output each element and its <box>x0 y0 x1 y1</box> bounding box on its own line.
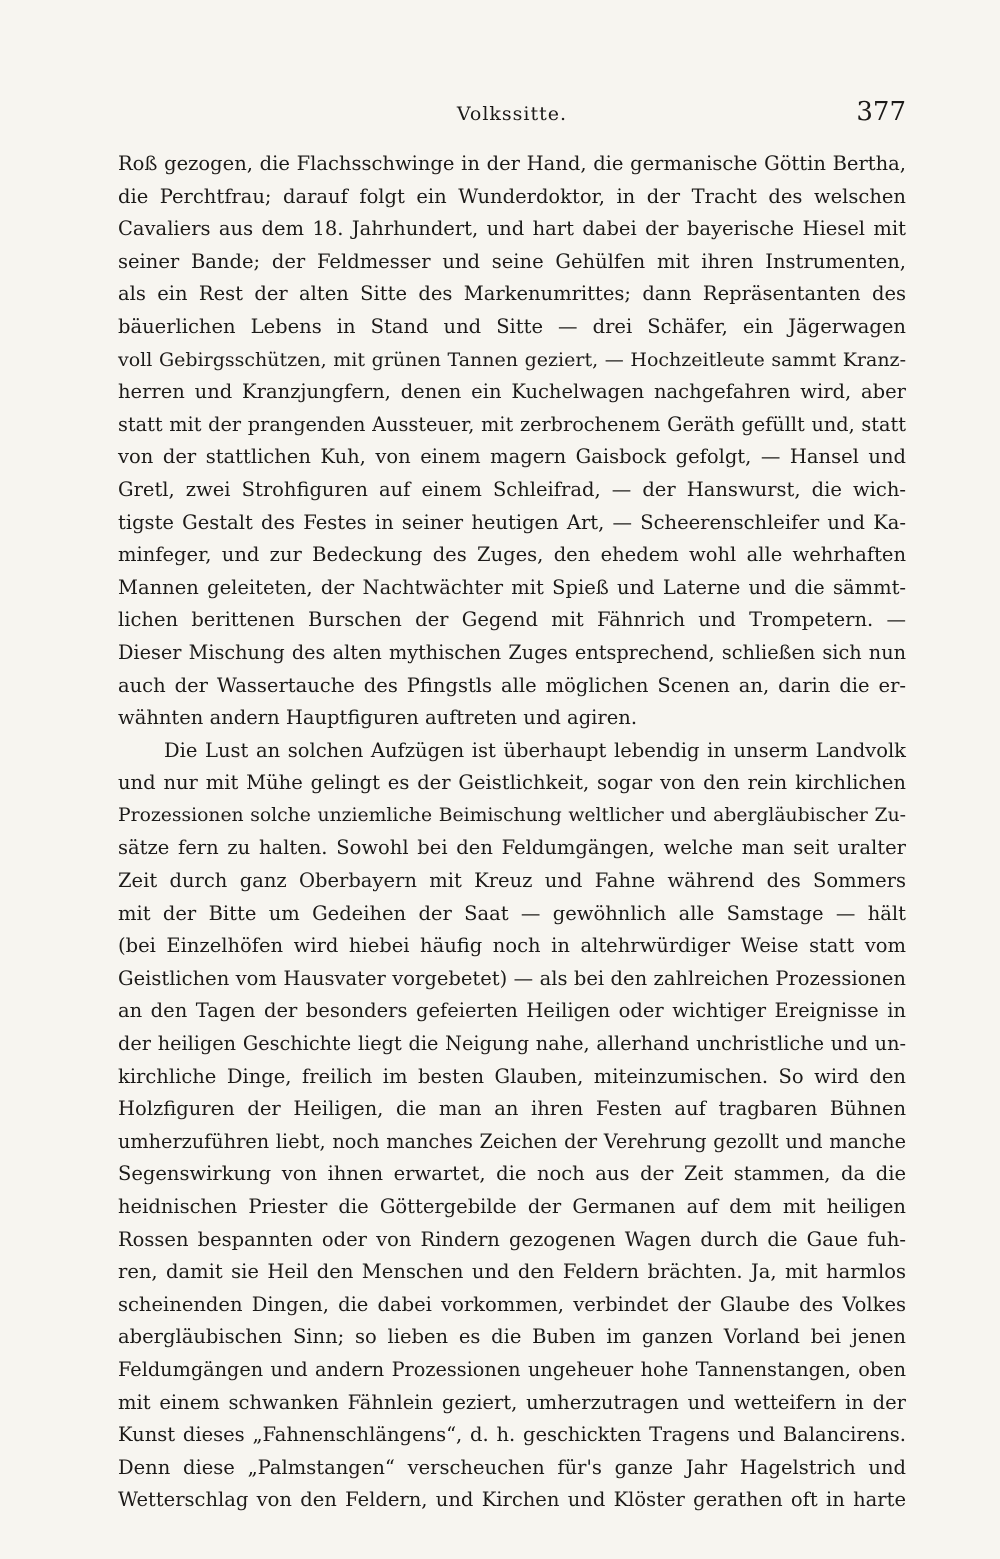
text-line: Prozessionen solche unziemliche Beimischung weltlicher und abergläubischer Zu- <box>118 804 906 826</box>
text-line: die Perchtfrau; darauf folgt ein Wunderdoktor, in der Tracht des welschen <box>118 184 906 208</box>
text-line: Kunst dieses „Fahnenschlängens“, d. h. geschickten Tragens und Balancirens. <box>118 1423 906 1447</box>
text-line: auch der Wassertauche des Pfingstls alle möglichen Scenen an, darin die er- <box>118 673 906 697</box>
text-line: Cavaliers aus dem 18. Jahrhundert, und hart dabei der bayerische Hiesel mit <box>118 217 906 241</box>
body-text <box>118 148 906 1517</box>
text-line: statt mit der prangenden Aussteuer, mit zerbrochenem Geräth gefüllt und, statt <box>118 412 906 436</box>
text-line: Geistlichen vom Hausvater vorgebetet) — als bei den zahlreichen Prozessionen <box>118 966 906 990</box>
paragraph-1 <box>118 148 906 735</box>
text-line: umherzuführen liebt, noch manches Zeichen der Verehrung gezollt und manche <box>118 1129 906 1153</box>
text-line: von der stattlichen Kuh, von einem magern Gaisbock gefolgt, — Hansel und <box>118 445 906 469</box>
text-line: tigste Gestalt des Festes in seiner heutigen Art, — Scheerenschleifer und Ka- <box>118 510 906 534</box>
text-line: als ein Rest der alten Sitte des Markenumrittes; dann Repräsentanten des <box>118 282 906 306</box>
text-line: minfeger, und zur Bedeckung des Zuges, den ehedem wohl alle wehrhaften <box>118 543 906 567</box>
text-line: voll Gebirgsschützen, mit grünen Tannen geziert, — Hochzeitleute sammt Kranz- <box>118 348 906 371</box>
text-line: ren, damit sie Heil den Menschen und den Feldern brächten. Ja, mit harmlos <box>118 1260 906 1284</box>
text-line: sätze fern zu halten. Sowohl bei den Feldumgängen, welche man seit uralter <box>118 836 906 860</box>
text-line: herren und Kranzjungfern, denen ein Kuchelwagen nachgefahren wird, aber <box>118 380 906 404</box>
text-line: Roß gezogen, die Flachsschwinge in der Hand, die germanische Göttin Bertha, <box>118 152 906 175</box>
text-line: abergläubischen Sinn; so lieben es die Buben im ganzen Vorland bei jenen <box>118 1325 906 1349</box>
text-line: wähnten andern Hauptfiguren auftreten und agiren. <box>118 706 638 730</box>
text-line: und nur mit Mühe gelingt es der Geistlichkeit, sogar von den rein kirchlichen <box>118 771 906 795</box>
page-number: 377 <box>856 97 906 127</box>
text-line: Mannen geleiteten, der Nachtwächter mit Spieß und Laterne und die sämmt- <box>118 575 906 599</box>
text-line: mit der Bitte um Gedeihen der Saat — gewöhnlich alle Samstage — hält <box>118 901 906 925</box>
text-line: bäuerlichen Lebens in Stand und Sitte — drei Schäfer, ein Jägerwagen <box>118 314 906 338</box>
text-line: Gretl, zwei Strohfiguren auf einem Schleifrad, — der Hanswurst, die wich- <box>118 477 906 501</box>
text-line: Rossen bespannten oder von Rindern gezogenen Wagen durch die Gaue fuh- <box>118 1227 906 1251</box>
text-line: mit einem schwanken Fähnlein geziert, umherzutragen und wetteifern in der <box>118 1390 906 1414</box>
text-line: heidnischen Priester die Göttergebilde der Germanen auf dem mit heiligen <box>118 1195 906 1218</box>
text-line: Die Lust an solchen Aufzügen ist überhaupt lebendig in unserm Landvolk <box>164 738 906 762</box>
text-line: der heiligen Geschichte liegt die Neigung nahe, allerhand unchristliche und un- <box>118 1032 906 1056</box>
text-line: Dieser Mischung des alten mythischen Zuges entsprechend, schließen sich nun <box>118 640 906 664</box>
text-line: Feldumgängen und andern Prozessionen ungeheuer hohe Tannenstangen, oben <box>118 1357 906 1381</box>
text-line: lichen berittenen Burschen der Gegend mit Fähnrich und Trompetern. — <box>118 608 906 632</box>
text-line: Zeit durch ganz Oberbayern mit Kreuz und Fahne während des Sommers <box>118 869 906 893</box>
paragraph-2 <box>118 735 906 1517</box>
text-line: Segenswirkung von ihnen erwartet, die noch aus der Zeit stammen, da die <box>118 1162 906 1186</box>
running-title: Volkssitte. <box>456 103 568 125</box>
text-line: Wetterschlag von den Feldern, und Kirchen und Klöster gerathen oft in harte <box>118 1488 906 1512</box>
text-line: (bei Einzelhöfen wird hiebei häufig noch in altehrwürdiger Weise statt vom <box>118 934 906 958</box>
page-header <box>118 97 906 137</box>
text-line: Denn diese „Palmstangen“ verscheuchen für's ganze Jahr Hagelstrich und <box>118 1455 906 1479</box>
text-line: an den Tagen der besonders gefeierten Heiligen oder wichtiger Ereignisse in <box>118 999 906 1023</box>
text-line: Holzfiguren der Heiligen, die man an ihren Festen auf tragbaren Bühnen <box>118 1097 906 1121</box>
text-line: seiner Bande; der Feldmesser und seine Gehülfen mit ihren Instrumenten, <box>118 249 906 273</box>
text-line: kirchliche Dinge, freilich im besten Glauben, miteinzumischen. So wird den <box>118 1064 906 1088</box>
text-line: scheinenden Dingen, die dabei vorkommen, verbindet der Glaube des Volkes <box>118 1292 906 1316</box>
